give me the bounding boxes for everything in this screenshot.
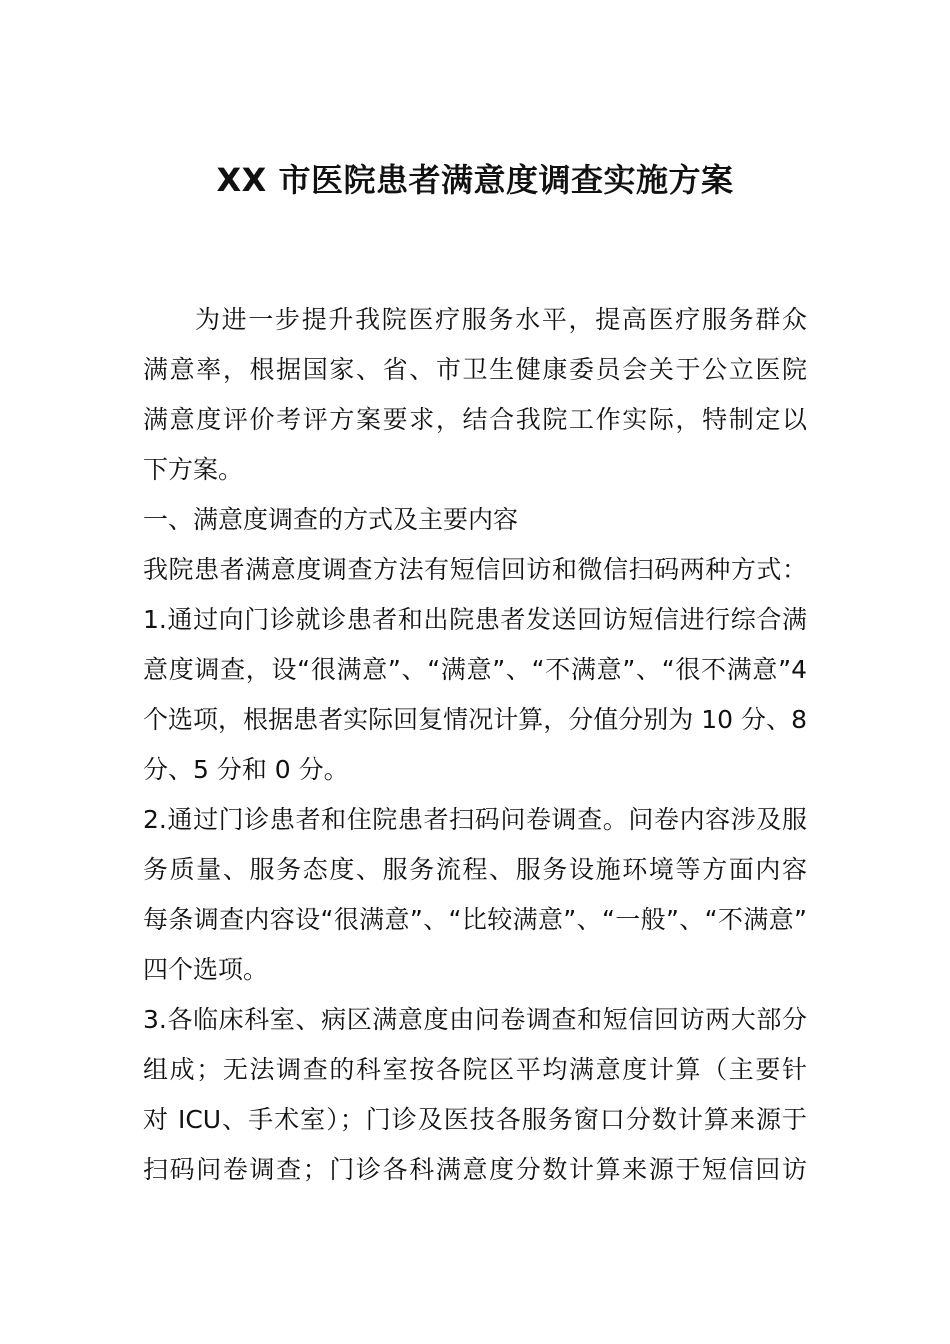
list-item-line: 1.通过向门诊就诊患者和出院患者发送回访短信进行综合满 <box>143 605 807 634</box>
paragraph-line: 为进一步提升我院医疗服务水平，提高医疗服务群众 <box>195 305 807 334</box>
list-item-line: 务质量、服务态度、服务流程、服务设施环境等方面内容 <box>143 855 807 884</box>
section-heading: 一、满意度调查的方式及主要内容 <box>143 505 519 534</box>
list-item-line: 对 ICU、手术室）；门诊及医技各服务窗口分数计算来源于 <box>143 1105 807 1134</box>
list-item-line: 每条调查内容设“很满意”、“比较满意”、“一般”、“不满意” <box>143 905 807 934</box>
document-title: XX 市医院患者满意度调查实施方案 <box>216 161 734 199</box>
paragraph-line: 我院患者满意度调查方法有短信回访和微信扫码两种方式： <box>143 555 807 584</box>
list-item-line: 3.各临床科室、病区满意度由问卷调查和短信回访两大部分 <box>143 1005 807 1034</box>
list-item-line: 四个选项。 <box>143 955 269 984</box>
list-item-line: 2.通过门诊患者和住院患者扫码问卷调查。问卷内容涉及服 <box>143 805 807 834</box>
list-item-line: 分、5 分和 0 分。 <box>143 755 349 784</box>
list-item-line: 扫码问卷调查；门诊各科满意度分数计算来源于短信回访 <box>143 1155 807 1184</box>
paragraph-line: 满意率，根据国家、省、市卫生健康委员会关于公立医院 <box>143 355 807 384</box>
list-item-line: 意度调查，设“很满意”、“满意”、“不满意”、“很不满意”4 <box>143 655 807 684</box>
list-item-line: 组成；无法调查的科室按各院区平均满意度计算（主要针 <box>143 1055 807 1084</box>
paragraph-line: 满意度评价考评方案要求，结合我院工作实际，特制定以 <box>143 405 807 434</box>
list-item-line: 个选项，根据患者实际回复情况计算，分值分别为 10 分、8 <box>143 705 807 734</box>
paragraph-line: 下方案。 <box>143 455 244 484</box>
document-body <box>143 295 807 1195</box>
